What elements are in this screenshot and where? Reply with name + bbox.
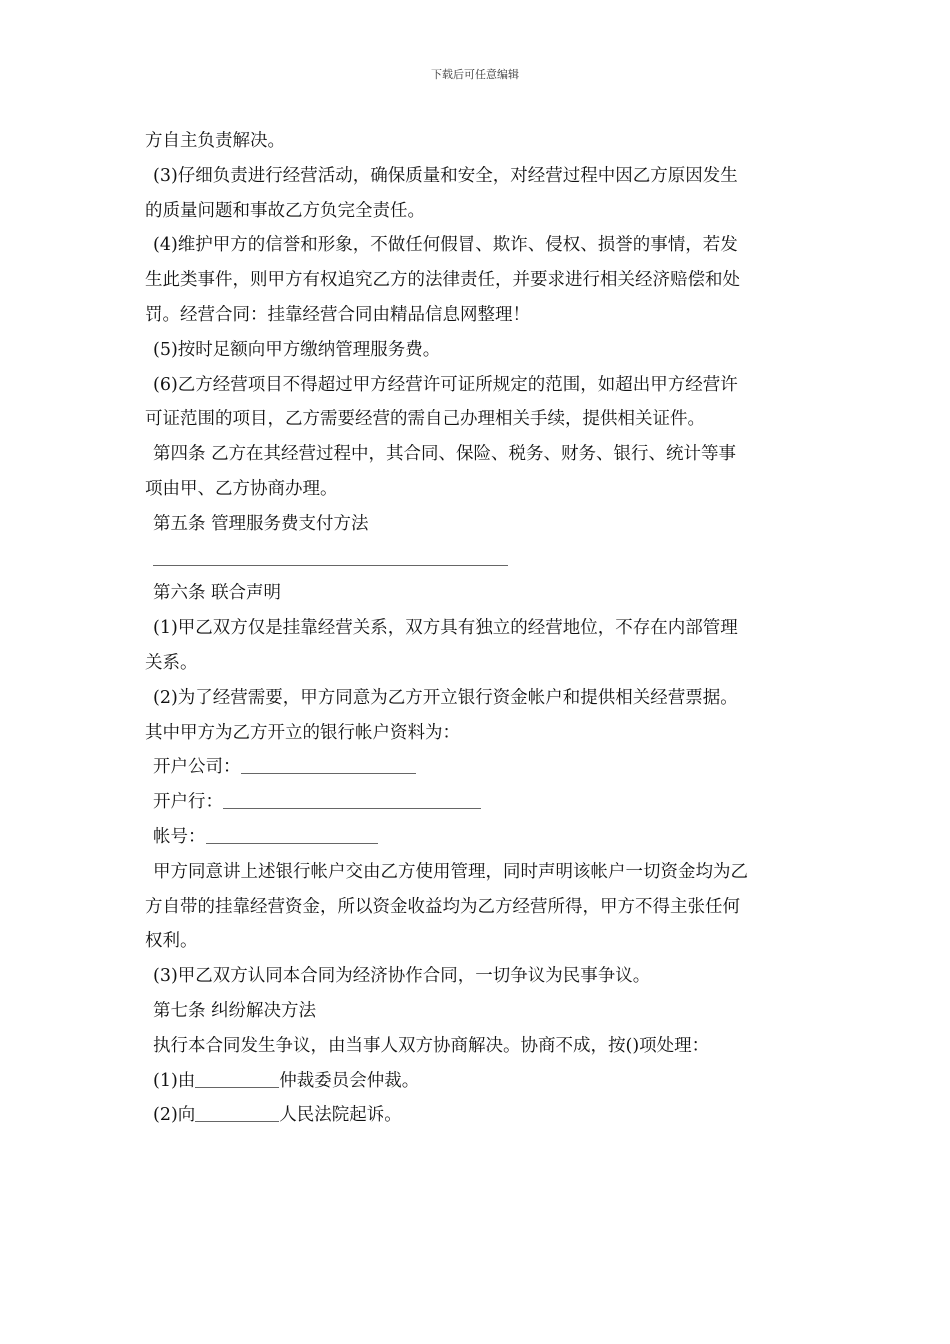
text-line: 方自带的挂靠经营资金，所以资金收益均为乙方经营所得，甲方不得主张任何 (145, 896, 740, 917)
text-line: 罚。经营合同：挂靠经营合同由精品信息网整理！ (145, 304, 530, 325)
text-line: (3)仔细负责进行经营活动，确保质量和安全，对经营过程中因乙方原因发生 (153, 165, 738, 186)
arbitration-blank (195, 1069, 279, 1088)
account-company-label: 开户公司： (153, 757, 241, 778)
account-number-field (145, 820, 811, 855)
text-line: 其中甲方为乙方开立的银行帐户资料为： (145, 722, 460, 743)
contract-body (145, 124, 811, 1133)
text-line: 的质量问题和事故乙方负完全责任。 (145, 200, 425, 221)
page-header: 下载后可任意编辑 (431, 68, 519, 81)
court-option: (2)向 人民法院起诉。 (153, 1105, 402, 1126)
article-5-heading: 第五条 管理服务费支付方法 (153, 513, 369, 534)
article-6-heading: 第六条 联合声明 (153, 583, 282, 604)
account-number-blank (206, 825, 378, 844)
text-line: 甲方同意讲上述银行帐户交由乙方使用管理，同时声明该帐户一切资金均为乙 (153, 861, 748, 882)
account-bank-blank (223, 790, 481, 809)
article-4-heading: 第四条 乙方在其经营过程中，其合同、保险、税务、财务、银行、统计等事 (153, 444, 737, 465)
text-line: (1)甲乙双方仅是挂靠经营关系，双方具有独立的经营地位，不存在内部管理 (153, 618, 738, 639)
text-line: 关系。 (145, 652, 198, 673)
text-line: 生此类事件，则甲方有权追究乙方的法律责任，并要求进行相关经济赔偿和处 (145, 270, 740, 291)
text-line: 项由甲、乙方协商办理。 (145, 478, 338, 499)
payment-method-blank-line (145, 542, 811, 577)
account-bank-field (145, 785, 811, 820)
text-line: (6)乙方经营项目不得超过甲方经营许可证所规定的范围，如超出甲方经营许 (153, 374, 738, 395)
text-line: 执行本合同发生争议，由当事人双方协商解决。协商不成，按()项处理： (153, 1035, 710, 1056)
text-line: 方自主负责解决。 (145, 131, 285, 151)
arbitration-option: (1)由 仲裁委员会仲裁。 (153, 1070, 420, 1091)
article-7-heading: 第七条 纠纷解决方法 (153, 1000, 317, 1021)
text-line: (3)甲乙双方认同本合同为经济协作合同，一切争议为民事争议。 (153, 966, 651, 987)
text-line: (4)维护甲方的信誉和形象，不做任何假冒、欺诈、侵权、损誉的事情，若发 (153, 235, 738, 256)
account-company-field (145, 750, 811, 785)
court-blank (195, 1103, 279, 1122)
account-bank-label: 开户行： (153, 792, 223, 813)
account-number-label: 帐号： (153, 826, 206, 847)
text-line: (2)为了经营需要，甲方同意为乙方开立银行资金帐户和提供相关经营票据。 (153, 687, 738, 708)
text-line: 权利。 (145, 931, 198, 952)
text-line: (5)按时足额向甲方缴纳管理服务费。 (153, 339, 441, 360)
account-company-blank (241, 755, 416, 774)
text-line: 可证范围的项目，乙方需要经营的需自己办理相关手续，提供相关证件。 (145, 409, 705, 430)
